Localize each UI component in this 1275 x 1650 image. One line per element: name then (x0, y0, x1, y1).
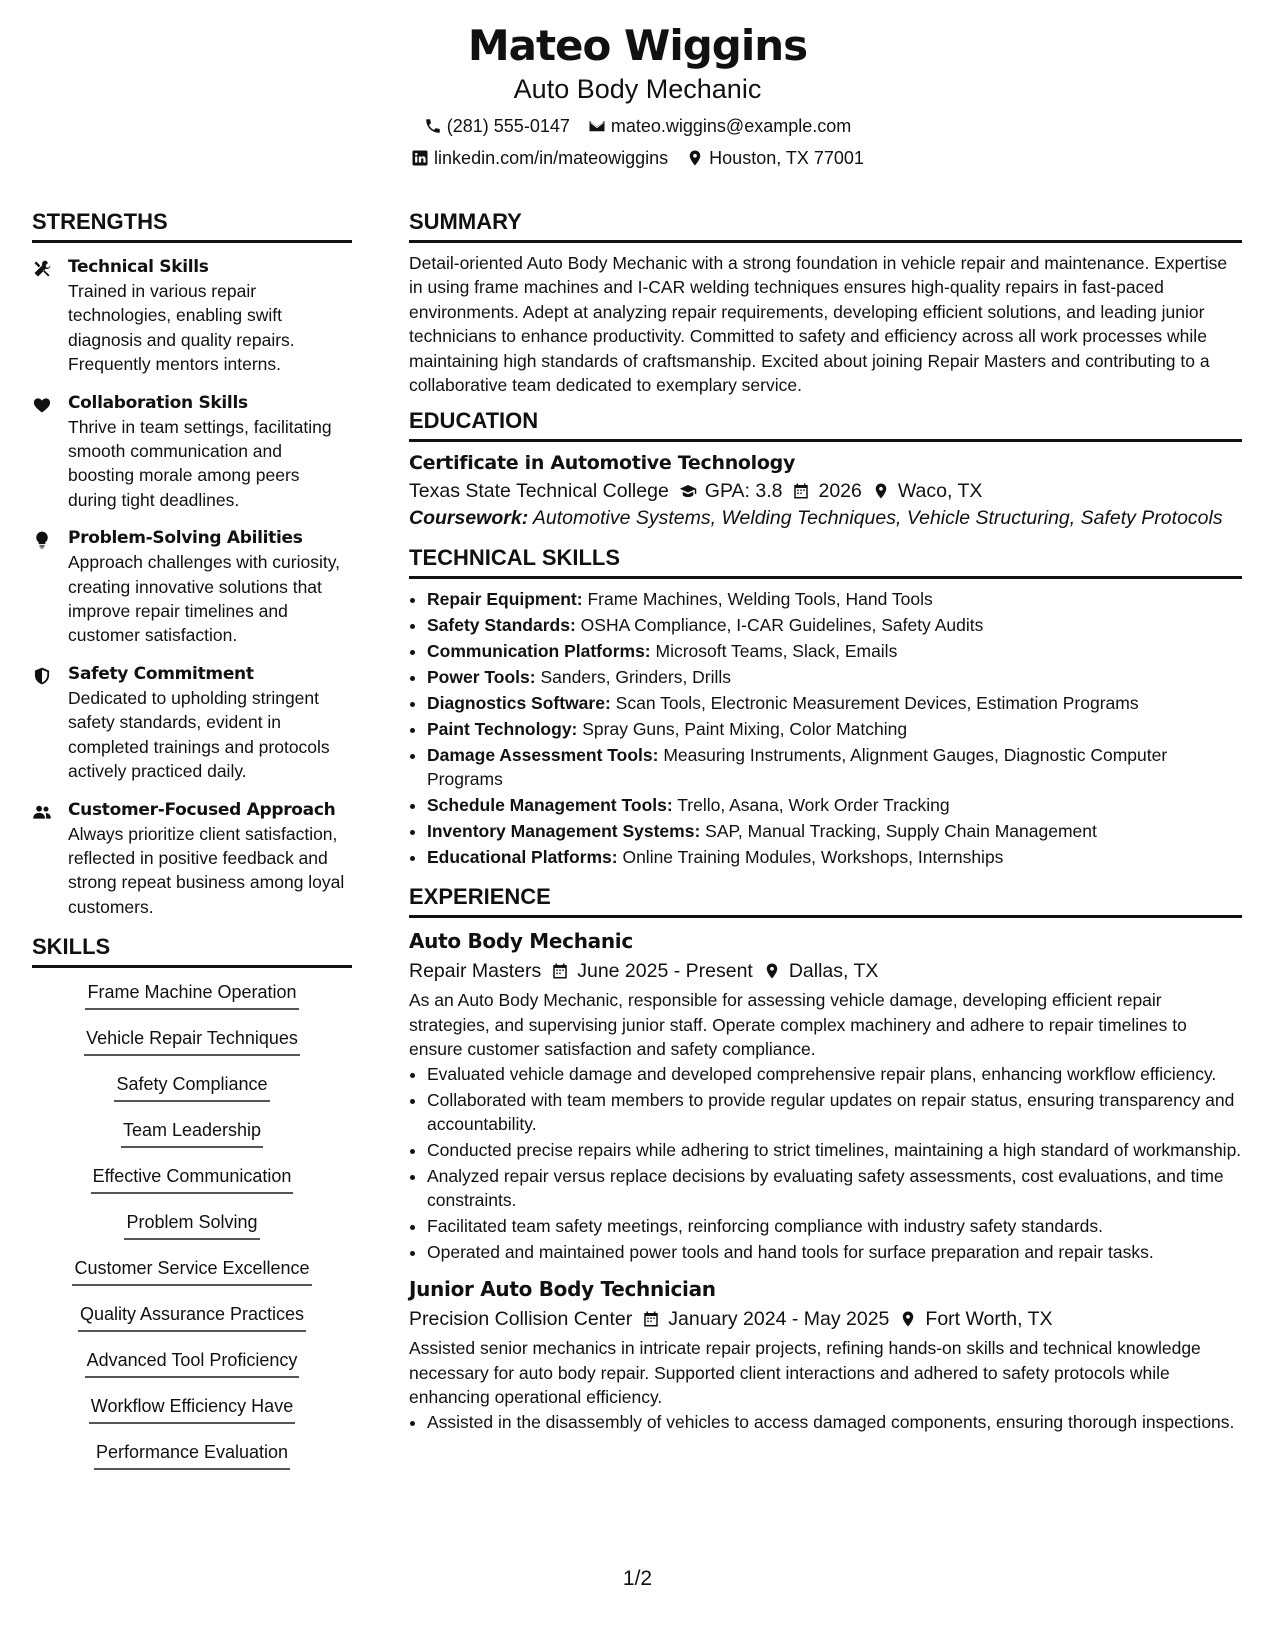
right-column (409, 208, 1242, 1444)
technical-skills-list (409, 587, 1242, 869)
strength-desc: Approach challenges with curiosity, creating innovative solutions that improve repair timelines and customer satisfaction. (68, 552, 341, 646)
strength-desc: Thrive in team settings, facilitating smooth communication and boosting morale among peers during tight deadlines. (68, 416, 332, 510)
strength-title: Safety Commitment (68, 663, 254, 684)
phone-item (424, 115, 570, 137)
strength-desc: Trained in various repair technologies, enabling swift diagnosis and quality repairs. Frequently mentors interns. (68, 281, 295, 375)
skill-tag: Safety Compliance (114, 1072, 269, 1102)
school-name: Texas State Technical College (409, 480, 669, 503)
school-location-text: Waco, TX (897, 480, 983, 503)
strength-item (32, 391, 352, 513)
list-item (427, 691, 1242, 715)
left-column (32, 208, 352, 1486)
skill-tag: Vehicle Repair Techniques (84, 1026, 300, 1056)
job-meta (409, 956, 1242, 986)
strength-item (32, 798, 352, 920)
contact-row-1 (0, 115, 1275, 137)
tech-skill-label: Damage Assessment Tools: (427, 744, 659, 765)
skill-tag: Advanced Tool Proficiency (85, 1348, 300, 1378)
gpa-text: GPA: 3.8 (704, 480, 783, 503)
candidate-name: Mateo Wiggins (467, 21, 808, 70)
list-item (427, 845, 1242, 869)
job-description: Assisted senior mechanics in intricate repair projects, refining hands-on skills and technical knowledge necessary for auto body repair. Supported client interactions and adhered to safety protocols while enhancing operational efficiency. (409, 1338, 1201, 1408)
job-title: Junior Auto Body Technician (409, 1277, 716, 1302)
strength-title: Technical Skills (68, 257, 209, 277)
list-item (427, 613, 1242, 637)
job-location-item (763, 956, 879, 986)
skill-tag: Quality Assurance Practices (78, 1302, 306, 1332)
company-name: Precision Collision Center (409, 1308, 633, 1331)
strength-desc: Always prioritize client satisfaction, reflected in positive feedback and strong repeat business among loyal customers. (68, 823, 345, 917)
gpa-item (679, 476, 783, 506)
skill-tag: Effective Communication (91, 1164, 294, 1194)
location-text: Houston, TX 77001 (709, 148, 864, 168)
tech-skill-value: Measuring Instruments, Alignment Gauges, Diagnostic Computer Programs (427, 744, 1168, 790)
tech-skill-value: Microsoft Teams, Slack, Emails (650, 641, 898, 662)
skill-tag: Frame Machine Operation (85, 980, 298, 1010)
tech-skill-value: SAP, Manual Tracking, Supply Chain Management (700, 821, 1097, 842)
strength-desc: Dedicated to upholding stringent safety standards, evident in completed trainings and protocols actively practiced daily. (68, 687, 330, 782)
tech-skill-value: Frame Machines, Welding Tools, Hand Tools (582, 589, 933, 610)
phone-icon (424, 117, 442, 135)
list-item (427, 717, 1242, 741)
job-dates-item (551, 956, 753, 986)
skill-tag: Workflow Efficiency Have (89, 1394, 295, 1424)
linkedin-icon (411, 149, 429, 167)
list-item: • Analyzed repair versus replace decisions by evaluating safety assessments, cost evaluations, and time constraints. (427, 1164, 1242, 1213)
tools-icon (32, 259, 52, 279)
calendar-icon (642, 1310, 660, 1328)
tech-skill-label: Safety Standards: (427, 615, 576, 636)
strength-item (32, 662, 352, 784)
list-item: • Collaborated with team members to provide regular updates on repair status, ensuring transparency and accountability. (427, 1088, 1242, 1137)
heart-icon (32, 395, 52, 415)
calendar-icon (551, 962, 569, 980)
map-pin-icon (763, 962, 781, 980)
tech-skill-value: OSHA Compliance, I-CAR Guidelines, Safety Audits (575, 615, 984, 636)
skill-tag: Customer Service Excellence (72, 1256, 311, 1286)
users-icon (32, 802, 52, 822)
skills-list (32, 980, 352, 1486)
job-bullets (409, 1062, 1242, 1265)
tech-skill-value: Scan Tools, Electronic Measurement Devices, Estimation Programs (610, 693, 1139, 714)
tech-skill-value: Sanders, Grinders, Drills (535, 667, 732, 688)
linkedin-text[interactable]: linkedin.com/in/mateowiggins (434, 148, 669, 168)
company-name: Repair Masters (409, 960, 542, 983)
list-item (427, 793, 1242, 817)
skill-tag: Problem Solving (124, 1210, 259, 1240)
coursework (409, 506, 1242, 530)
job-bullets (409, 1410, 1242, 1434)
job-description: As an Auto Body Mechanic, responsible for assessing vehicle damage, developing efficient repair strategies, and supervising junior staff. Operate complex machinery and adhere to repair timelines to ensure customer satisfaction and safety compliance. (409, 990, 1187, 1060)
experience-heading: EXPERIENCE (409, 883, 1242, 918)
resume-header (0, 20, 1275, 169)
tech-skill-label: Schedule Management Tools: (427, 795, 673, 816)
skill-tag: Performance Evaluation (94, 1440, 290, 1470)
linkedin-item[interactable] (411, 147, 668, 169)
summary-text: Detail-oriented Auto Body Mechanic with a strong foundation in vehicle repair and maintenance. Expertise in using frame machines and I-CAR welding techniques ensures high-quality repairs in fast-paced environments. Adept at analyzing repair requirements, developing efficient solutions, and leading junior technicians to enhance productivity. Committed to safety and efficiency across all work processes while maintaining high standards of craftsmanship. Excited about joining Repair Masters and contributing to a collaborative team dedicated to exemplary service. (409, 253, 1228, 396)
phone-text: (281) 555-0147 (446, 116, 570, 136)
degree-title: Certificate in Automotive Technology (409, 452, 796, 475)
map-pin-icon (686, 149, 704, 167)
tech-skill-label: Repair Equipment: (427, 589, 583, 610)
job-meta (409, 1304, 1242, 1334)
map-pin-icon (899, 1310, 917, 1328)
email-text[interactable]: mateo.wiggins@example.com (610, 116, 852, 136)
email-item[interactable] (588, 115, 851, 137)
list-item: • Conducted precise repairs while adhering to strict timelines, maintaining a high standard of workmanship. (427, 1138, 1242, 1162)
grad-year-text: 2026 (818, 480, 862, 503)
contact-row-2 (0, 147, 1275, 169)
job-dates: January 2024 - May 2025 (668, 1308, 890, 1331)
list-item: • Assisted in the disassembly of vehicles to access damaged components, ensuring thorough inspections. (427, 1410, 1242, 1434)
job-title: Auto Body Mechanic (409, 929, 633, 954)
tech-skill-label: Diagnostics Software: (427, 693, 611, 714)
job-location-item (899, 1304, 1052, 1334)
skills-heading: SKILLS (32, 933, 352, 968)
strengths-heading: STRENGTHS (32, 208, 352, 243)
tech-skill-label: Communication Platforms: (427, 641, 651, 662)
coursework-text: Automotive Systems, Welding Techniques, Vehicle Structuring, Safety Protocols (528, 507, 1223, 530)
list-item (427, 639, 1242, 663)
map-pin-icon (872, 482, 890, 500)
education-meta (409, 476, 1242, 506)
tech-skill-label: Educational Platforms: (427, 847, 618, 867)
job-entry (409, 926, 1242, 1264)
grad-year-item (792, 476, 861, 506)
job-entry (409, 1274, 1242, 1434)
technical-skills-heading: TECHNICAL SKILLS (409, 544, 1242, 579)
coursework-label: Coursework: (409, 507, 529, 530)
tech-skill-label: Paint Technology: (427, 718, 578, 739)
school-location-item (872, 476, 983, 506)
list-item (427, 819, 1242, 843)
page-number: 1/2 (622, 1567, 653, 1590)
summary-heading: SUMMARY (409, 208, 1242, 243)
job-dates-item (642, 1304, 889, 1334)
strength-title: Problem-Solving Abilities (68, 528, 303, 549)
lightbulb-icon (32, 530, 52, 550)
candidate-role: Auto Body Mechanic (513, 74, 762, 104)
list-item: • Facilitated team safety meetings, reinforcing compliance with industry safety standards. (427, 1214, 1242, 1238)
list-item (427, 665, 1242, 689)
skill-tag: Team Leadership (121, 1118, 263, 1148)
strength-title: Collaboration Skills (68, 392, 248, 413)
list-item (427, 587, 1242, 611)
location-item (686, 147, 864, 169)
list-item (427, 743, 1242, 792)
tech-skill-value: Spray Guns, Paint Mixing, Color Matching (577, 718, 908, 739)
job-dates: June 2025 - Present (577, 960, 753, 983)
list-item: • Evaluated vehicle damage and developed comprehensive repair plans, enhancing workflow efficiency. (427, 1062, 1242, 1086)
strength-title: Customer-Focused Approach (68, 799, 336, 820)
tech-skill-value: Online Training Modules, Workshops, Internships (617, 847, 1004, 867)
job-location: Fort Worth, TX (925, 1308, 1053, 1331)
tech-skill-label: Inventory Management Systems: (427, 821, 701, 842)
strength-item (32, 255, 352, 377)
shield-icon (32, 666, 52, 686)
strength-item (32, 526, 352, 648)
graduation-cap-icon (679, 482, 697, 500)
education-heading: EDUCATION (409, 407, 1242, 442)
job-location: Dallas, TX (788, 960, 879, 983)
tech-skill-value: Trello, Asana, Work Order Tracking (672, 795, 950, 816)
tech-skill-label: Power Tools: (427, 667, 536, 688)
calendar-icon (792, 482, 810, 500)
envelope-icon (588, 117, 606, 135)
list-item: • Operated and maintained power tools and hand tools for surface preparation and repair tasks. (427, 1240, 1242, 1264)
